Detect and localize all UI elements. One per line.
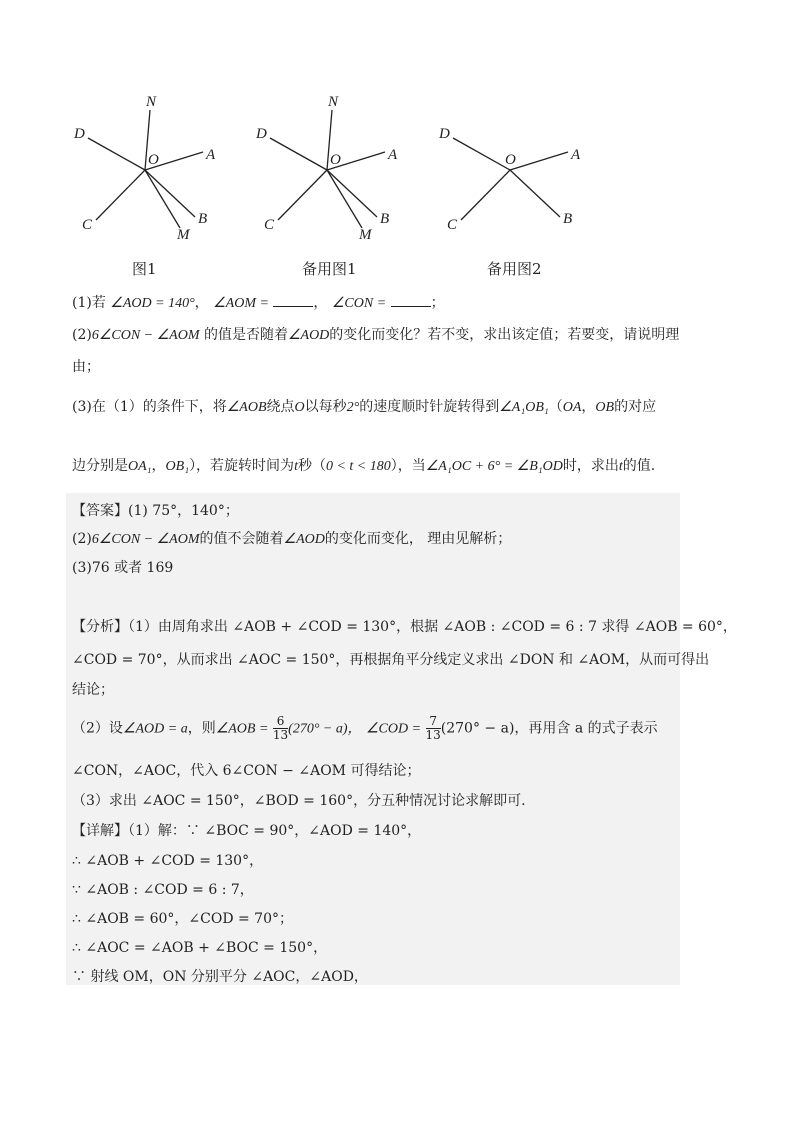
- question-1: [72, 292, 445, 315]
- detail-line-3: ∵ ∠AOB : ∠COD = 6 : 7，: [72, 882, 254, 898]
- separator: （: [548, 399, 563, 415]
- point-label-a: A: [571, 147, 581, 163]
- figure-1-caption: 图1: [132, 260, 157, 278]
- fraction-numerator: 7: [426, 715, 441, 729]
- answer-aod: ∠AOD: [283, 532, 325, 547]
- separator: ，: [581, 399, 596, 415]
- point-label-a: A: [206, 147, 216, 163]
- question-3-text: ），当: [390, 458, 426, 474]
- point-label-n: N: [328, 94, 339, 110]
- point-label-c: C: [447, 217, 458, 233]
- question-3-condition: ∠A₁OC + 6° = ∠B₁OD: [425, 459, 563, 474]
- point-label-m: M: [359, 227, 372, 240]
- point-label-n: N: [146, 94, 157, 110]
- point-label-c: C: [82, 217, 93, 233]
- point-label-d: D: [74, 126, 85, 142]
- fraction-denominator: 13: [272, 728, 289, 742]
- question-3-speed: 2°: [346, 400, 360, 415]
- question-3-aob: ∠AOB: [226, 400, 267, 415]
- point-label-o: O: [330, 152, 341, 168]
- figure-2: [242, 90, 412, 240]
- separator: ，: [194, 295, 209, 311]
- answer-line-1: 【答案】(1) 75°，140°；: [72, 503, 239, 519]
- answer-line-3: (3)76 或者 169: [72, 560, 174, 576]
- analysis-expr: ∠COD =: [365, 721, 422, 737]
- analysis-line-4: [72, 715, 658, 742]
- point-label-b: B: [198, 211, 208, 227]
- analysis-line-6: （3）求出 ∠AOC = 150°，∠BOD = 160°，分五种情况讨论求解即可.: [72, 793, 526, 809]
- question-2-text: 的变化而变化？若不变，求出该定值；若要变，请说明理: [329, 327, 680, 343]
- fraction-6-13: [273, 715, 288, 742]
- detail-line-4: ∴ ∠AOB = 60°，∠COD = 70°；: [72, 911, 293, 927]
- question-2-text: 的值是否随着: [203, 327, 288, 343]
- question-2-line-2: 由；: [72, 359, 100, 375]
- separator: ，: [313, 295, 328, 311]
- detail-line-6: ∵ 射线 OM，ON 分别平分 ∠AOC，∠AOD，: [72, 969, 368, 985]
- question-3-oa: OA: [562, 400, 582, 415]
- question-1-con: ∠CON =: [331, 296, 387, 311]
- question-1-aom: ∠AOM =: [213, 296, 269, 311]
- question-3-a1ob1: ∠A₁OB₁: [499, 400, 549, 415]
- fraction-denominator: 13: [425, 728, 441, 742]
- question-3-prefix: (3)在（1）的条件下，将: [72, 399, 227, 415]
- analysis-line-2: ∠COD = 70°，从而求出 ∠AOC = 150°，再根据角平分线定义求出 ∠DON 和 ∠AOM，从而可得出: [72, 652, 710, 668]
- question-2-expr: 6∠CON − ∠AOM: [91, 328, 200, 343]
- analysis-expr: ∠AOB =: [215, 721, 269, 737]
- separator: ；: [430, 295, 445, 311]
- question-3-t: t: [294, 459, 298, 474]
- point-label-m: M: [177, 227, 190, 240]
- point-label-b: B: [380, 211, 390, 227]
- analysis-line-1: 【分析】（1）由周角求出 ∠AOB + ∠COD = 130°，根据 ∠AOB : ∠COD = 6 : 7 求得 ∠AOB = 60°，: [72, 619, 737, 635]
- analysis-text: (270° − a)，再用含 a 的式子表示: [440, 720, 658, 737]
- answer-text: 的值不会随着: [199, 531, 284, 547]
- separator: ，: [151, 458, 166, 474]
- question-3-text: 绕点: [266, 399, 295, 415]
- detail-line-1: 【详解】（1）解：∵ ∠BOC = 90°，∠AOD = 140°，: [72, 823, 422, 839]
- analysis-expr: (270° − a)，: [288, 721, 362, 737]
- analysis-line-3: 结论；: [72, 682, 114, 698]
- analysis-text: ，则: [187, 720, 216, 737]
- point-label-o: O: [148, 152, 159, 168]
- question-2-aod: ∠AOD: [287, 328, 330, 343]
- analysis-text: （2）设: [72, 720, 123, 737]
- fraction-numerator: 6: [273, 715, 288, 729]
- question-2-line-1: [72, 324, 679, 347]
- point-label-o: O: [505, 152, 516, 168]
- figure-2-caption: 备用图1: [302, 260, 357, 278]
- answer-line-2: [72, 528, 511, 551]
- question-3-oa1: OA₁: [128, 459, 152, 474]
- point-label-a: A: [388, 147, 398, 163]
- question-3-text: ），若旋转时间为: [189, 458, 295, 474]
- answer-blank-aom[interactable]: [273, 294, 313, 307]
- question-3-text: 时，求出: [562, 458, 619, 474]
- question-3-ob1: OB₁: [165, 459, 190, 474]
- figure-3: [425, 90, 595, 240]
- analysis-line-5: ∠CON，∠AOC，代入 6∠CON − ∠AOM 可得结论；: [72, 763, 421, 779]
- question-3-text: 边分别是: [72, 458, 128, 474]
- point-label-d: D: [439, 126, 450, 142]
- point-label-d: D: [256, 126, 267, 142]
- question-2-prefix: (2): [72, 327, 92, 343]
- answer-expr: 6∠CON − ∠AOM: [91, 532, 200, 547]
- question-3-text: 秒（: [297, 458, 326, 474]
- point-label-c: C: [264, 217, 275, 233]
- detail-line-5: ∴ ∠AOC = ∠AOB + ∠BOC = 150°，: [72, 940, 328, 956]
- answer-prefix: (2): [72, 531, 92, 547]
- question-3-range: 0 < t < 180: [325, 459, 391, 474]
- figure-3-caption: 备用图2: [487, 260, 542, 278]
- detail-line-2: ∴ ∠AOB + ∠COD = 130°，: [72, 853, 264, 869]
- question-3-ob: OB: [595, 400, 615, 415]
- answer-text: 的变化而变化， 理由见解析；: [324, 531, 512, 547]
- point-label-b: B: [563, 211, 573, 227]
- question-3-line-1: [72, 396, 656, 419]
- question-3-text: 的值.: [622, 458, 656, 474]
- question-3-t: t: [618, 459, 623, 474]
- question-3-line-2: [72, 455, 655, 478]
- question-1-prefix: (1)若: [72, 295, 106, 311]
- fraction-7-13: [426, 715, 441, 742]
- question-1-given: ∠AOD = 140°: [110, 296, 195, 311]
- figure-1: [60, 90, 230, 240]
- question-3-point-o: O: [294, 400, 305, 415]
- question-3-text: 以每秒: [304, 399, 347, 415]
- question-3-text: 的速度顺时针旋转得到: [359, 399, 500, 415]
- question-3-text: 的对应: [614, 399, 657, 415]
- analysis-expr: ∠AOD = a: [122, 721, 188, 737]
- answer-blank-con[interactable]: [391, 294, 431, 307]
